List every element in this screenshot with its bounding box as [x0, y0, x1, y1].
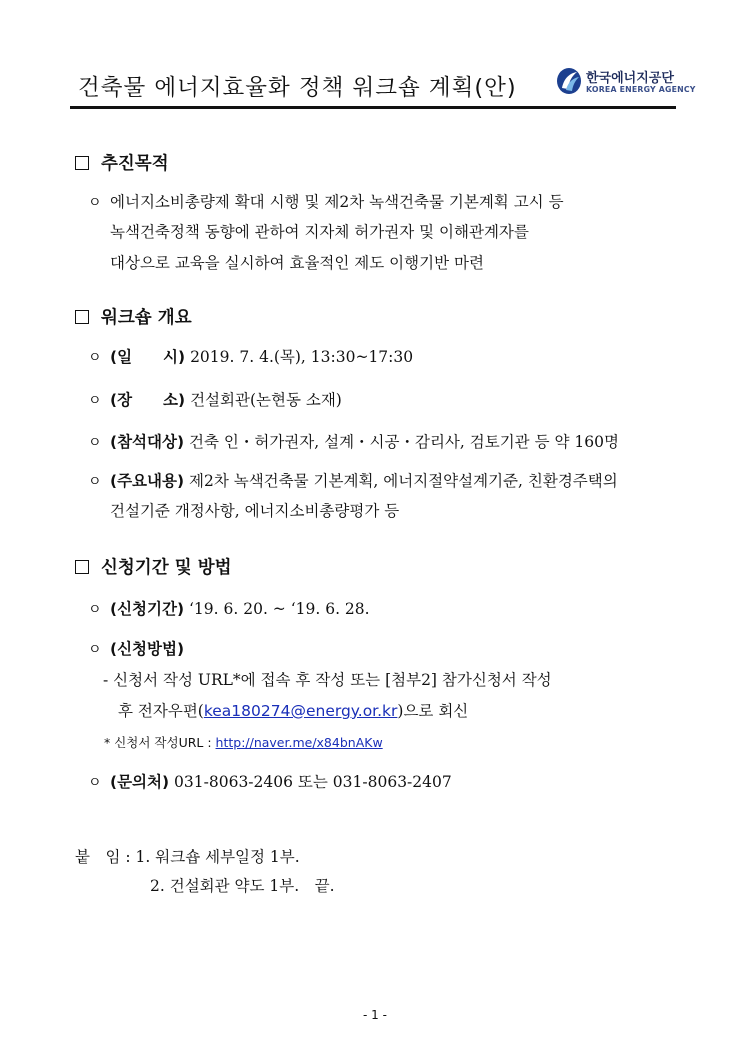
- purpose-line-2: 녹색건축정책 동향에 관하여 지자체 허가권자 및 이해관계자를: [110, 223, 529, 241]
- application-contact: ㅇ (문의처) 031-8063-2406 또는 031-8063-2407: [88, 773, 452, 791]
- bullet-icon: ㅇ: [88, 775, 102, 791]
- document-title: 건축물 에너지효율화 정책 워크숍 계획(안): [78, 75, 517, 101]
- checkbox-square-icon: [75, 310, 89, 324]
- attachments-line-1: 붙 임 : 1. 워크숍 세부일정 1부.: [75, 848, 300, 866]
- application-period: ㅇ (신청기간) ‘19. 6. 20. ~ ‘19. 6. 28.: [88, 600, 370, 618]
- bullet-icon: ㅇ: [88, 474, 102, 490]
- checkbox-square-icon: [75, 560, 89, 574]
- section-heading-overview: 워크숍 개요: [75, 304, 192, 329]
- section-heading-application: 신청기간 및 방법: [75, 554, 232, 579]
- overview-place: ㅇ (장 소) 건설회관(논현동 소재): [88, 391, 342, 409]
- overview-content: ㅇ (주요내용) 제2차 녹색건축물 기본계획, 에너지절약설계기준, 친환경주택의: [88, 472, 618, 490]
- bullet-icon: ㅇ: [88, 602, 102, 618]
- section-heading-purpose: 추진목적: [75, 150, 169, 175]
- purpose-line-3: 대상으로 교육을 실시하여 효율적인 제도 이행기반 마련: [110, 254, 484, 272]
- email-link[interactable]: kea180274@energy.or.kr: [203, 702, 398, 720]
- bullet-icon: ㅇ: [88, 195, 102, 211]
- application-method: ㅇ (신청방법): [88, 640, 185, 658]
- overview-attendees: ㅇ (참석대상) 건축 인・허가권자, 설계・시공・감리사, 검토기관 등 약 160명: [88, 433, 619, 451]
- bullet-icon: ㅇ: [88, 642, 102, 658]
- bullet-icon: ㅇ: [88, 350, 102, 366]
- checkbox-square-icon: [75, 156, 89, 170]
- application-method-line-1: - 신청서 작성 URL*에 접속 후 작성 또는 [첨부2] 참가신청서 작성: [103, 671, 552, 689]
- title-underline: [70, 106, 676, 109]
- application-url-note: * 신청서 작성URL : http://naver.me/x84bnAKw: [104, 735, 383, 750]
- bullet-icon: ㅇ: [88, 393, 102, 409]
- agency-name-ko: 한국에너지공단: [586, 71, 674, 86]
- attachments-line-2: 2. 건설회관 약도 1부. 끝.: [150, 877, 335, 895]
- agency-name-en: KOREA ENERGY AGENCY: [586, 85, 696, 94]
- page-number: - 1 -: [363, 1008, 387, 1022]
- overview-content-line-2: 건설기준 개정사항, 에너지소비총량평가 등: [110, 502, 400, 520]
- application-method-line-2: 후 전자우편(kea180274@energy.or.kr)으로 회신: [118, 702, 469, 720]
- agency-logo-icon: [555, 66, 583, 96]
- application-url-link[interactable]: http://naver.me/x84bnAKw: [215, 735, 383, 750]
- purpose-line-1: ㅇ 에너지소비총량제 확대 시행 및 제2차 녹색건축물 기본계획 고시 등: [88, 193, 564, 211]
- overview-date: ㅇ (일 시) 2019. 7. 4.(목), 13:30~17:30: [88, 348, 414, 366]
- bullet-icon: ㅇ: [88, 435, 102, 451]
- agency-logo: [555, 66, 696, 102]
